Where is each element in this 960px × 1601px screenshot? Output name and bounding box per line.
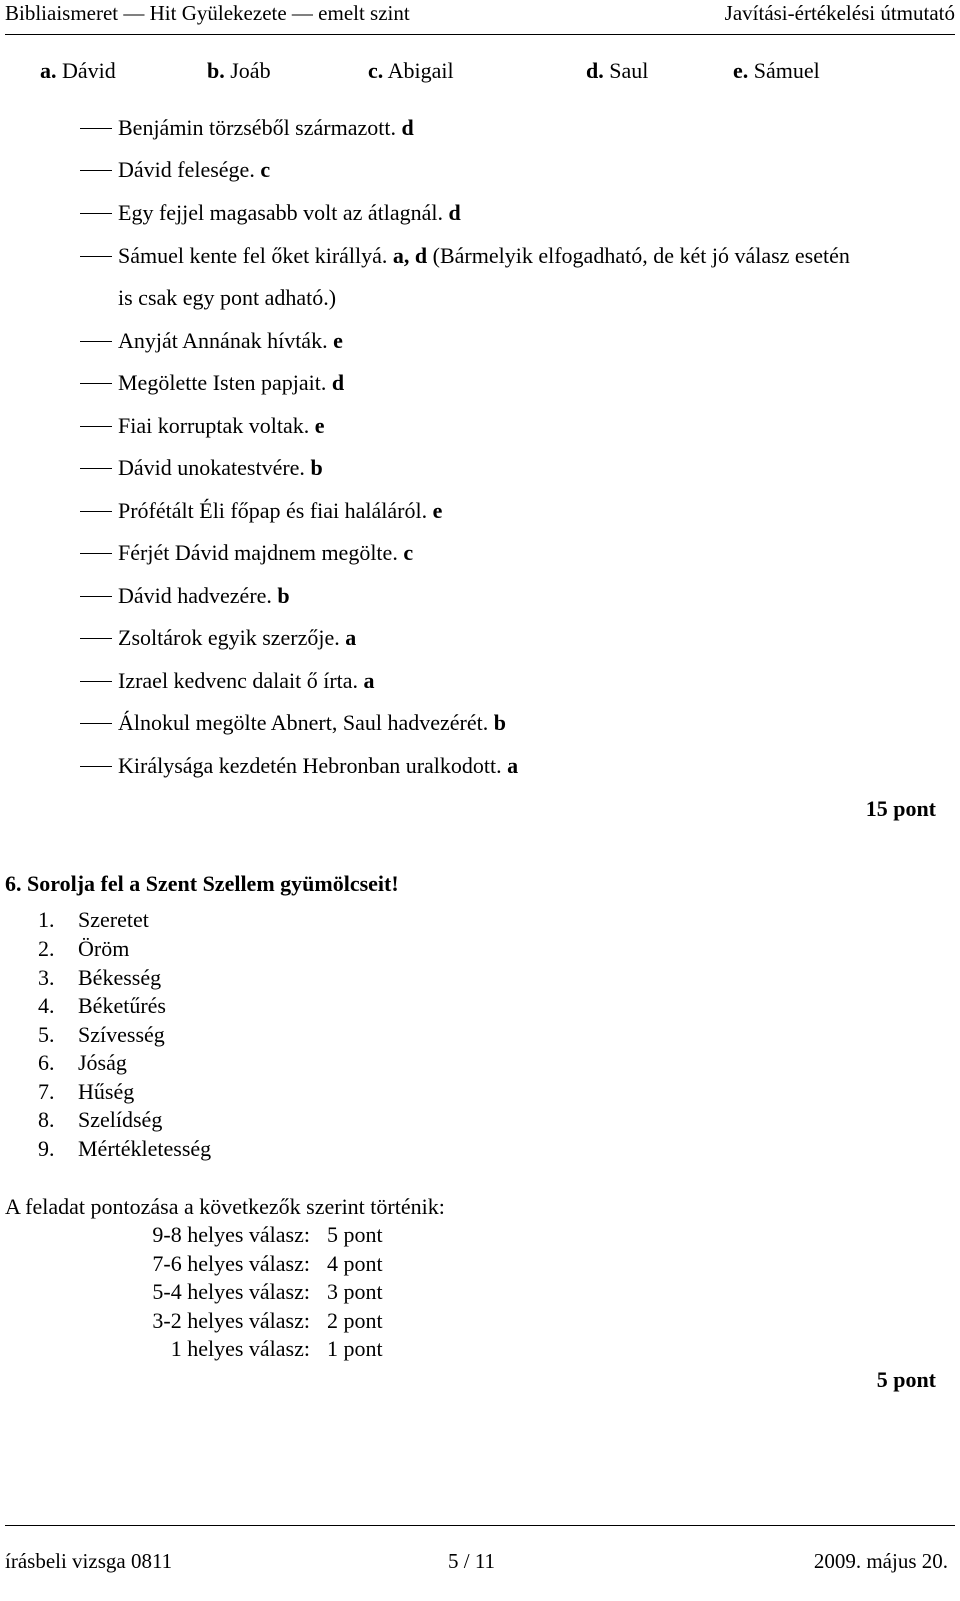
- list-number: 4.: [38, 993, 55, 1018]
- item-answer: a: [363, 668, 375, 693]
- scoring-intro: A feladat pontozása a következők szerint történik:: [5, 1194, 445, 1219]
- list-item: [38, 1078, 134, 1106]
- option-name: Joáb: [230, 58, 271, 83]
- list-number: 7.: [38, 1079, 55, 1104]
- item-answer: d: [331, 370, 345, 395]
- item-text: Zsoltárok egyik szerzője.: [118, 625, 340, 650]
- scoring-points: 2 pont: [327, 1308, 383, 1333]
- dash-bullet: [80, 256, 112, 257]
- list-number: 6.: [38, 1050, 55, 1075]
- list-text: Öröm: [78, 936, 130, 961]
- list-item: [38, 992, 166, 1020]
- list-number: 9.: [38, 1136, 55, 1161]
- scoring-range: 7-6 helyes válasz:: [152, 1251, 310, 1276]
- dash-bullet: [80, 426, 112, 427]
- dash-bullet: [80, 128, 112, 129]
- option-a: [40, 58, 116, 84]
- dash-bullet: [80, 468, 112, 469]
- item-text: Anyját Annának hívták.: [118, 328, 328, 353]
- footer-divider: [5, 1525, 955, 1526]
- item-answer: c: [260, 157, 271, 182]
- list-number: 3.: [38, 965, 55, 990]
- item-text: Benjámin törzséből származott.: [118, 115, 396, 140]
- list-text: Szívesség: [78, 1022, 165, 1047]
- dash-bullet: [80, 766, 112, 767]
- option-letter: d.: [586, 58, 604, 83]
- list-number: 8.: [38, 1107, 55, 1132]
- option-letter: a.: [40, 58, 57, 83]
- item-text: Dávid unokatestvére.: [118, 455, 305, 480]
- item-text: Álnokul megölte Abnert, Saul hadvezérét.: [118, 710, 489, 735]
- item-answer: a: [507, 753, 519, 778]
- dash-bullet: [80, 341, 112, 342]
- option-letter: c.: [368, 58, 384, 83]
- footer-page-number: 5 / 11: [448, 1549, 496, 1573]
- item-answer: a, d: [392, 243, 428, 268]
- section-points: 15 pont: [865, 796, 936, 821]
- list-item: [38, 935, 129, 963]
- list-number: 5.: [38, 1022, 55, 1047]
- scoring-range: 9-8 helyes válasz:: [152, 1222, 310, 1247]
- header-divider: [5, 34, 955, 35]
- dash-bullet: [80, 213, 112, 214]
- header-title: Bibliaismeret — Hit Gyülekezete — emelt szint: [5, 1, 410, 25]
- item-text: Prófétált Éli főpap és fiai haláláról.: [118, 498, 428, 523]
- list-text: Hűség: [78, 1079, 135, 1104]
- list-item: [38, 906, 149, 934]
- item-text: Izrael kedvenc dalait ő írta.: [118, 668, 359, 693]
- scoring-points: 3 pont: [327, 1279, 383, 1304]
- list-number: 2.: [38, 936, 55, 961]
- item-text: Egy fejjel magasabb volt az átlagnál.: [118, 200, 443, 225]
- section-points: 5 pont: [876, 1367, 936, 1392]
- dash-bullet: [80, 511, 112, 512]
- item-note-continuation: is csak egy pont adható.): [118, 285, 337, 310]
- list-text: Szelídség: [78, 1107, 163, 1132]
- option-name: Sámuel: [753, 58, 820, 83]
- item-answer: c: [403, 540, 414, 565]
- dash-bullet: [80, 383, 112, 384]
- option-b: [207, 58, 271, 84]
- dash-bullet: [80, 596, 112, 597]
- list-item: [38, 1021, 165, 1049]
- item-answer: a: [345, 625, 357, 650]
- dash-bullet: [80, 170, 112, 171]
- item-answer: b: [277, 583, 290, 608]
- list-text: Jóság: [78, 1050, 127, 1075]
- list-number: 1.: [38, 907, 55, 932]
- item-answer: e: [333, 328, 343, 353]
- list-text: Szeretet: [78, 907, 149, 932]
- list-text: Békesség: [78, 965, 162, 990]
- scoring-points: 4 pont: [327, 1251, 383, 1276]
- list-item: [38, 964, 161, 992]
- item-answer: b: [310, 455, 323, 480]
- item-note: (Bármelyik elfogadható, de két jó válasz esetén: [432, 243, 850, 268]
- option-name: Saul: [609, 58, 649, 83]
- item-text: Férjét Dávid majdnem megölte.: [118, 540, 398, 565]
- scoring-range: 3-2 helyes válasz:: [152, 1308, 310, 1333]
- option-name: Dávid: [62, 58, 116, 83]
- scoring-points: 1 pont: [327, 1336, 383, 1361]
- option-e: [733, 58, 820, 84]
- dash-bullet: [80, 681, 112, 682]
- item-text: Sámuel kente fel őket királlyá.: [118, 243, 388, 268]
- item-answer: b: [493, 710, 506, 735]
- list-item: [38, 1106, 162, 1134]
- item-text: Megölette Isten papjait.: [118, 370, 327, 395]
- option-name: Abigail: [387, 58, 454, 83]
- item-text: Dávid hadvezére.: [118, 583, 272, 608]
- list-text: Mértékletesség: [78, 1136, 212, 1161]
- item-answer: d: [448, 200, 461, 225]
- item-answer: e: [432, 498, 443, 523]
- list-text: Béketűrés: [78, 993, 166, 1018]
- question-heading: 6. Sorolja fel a Szent Szellem gyümölcseit!: [5, 871, 399, 896]
- item-text: Dávid felesége.: [118, 157, 255, 182]
- footer-exam-code: írásbeli vizsga 0811: [5, 1549, 173, 1573]
- option-letter: b.: [207, 58, 225, 83]
- item-answer: e: [314, 413, 325, 438]
- item-text: Fiai korruptak voltak.: [118, 413, 310, 438]
- option-c: [368, 58, 454, 84]
- dash-bullet: [80, 723, 112, 724]
- list-item: [38, 1135, 211, 1163]
- list-item: [38, 1049, 127, 1077]
- scoring-range: 1 helyes válasz:: [170, 1336, 310, 1361]
- dash-bullet: [80, 638, 112, 639]
- scoring-range: 5-4 helyes válasz:: [152, 1279, 310, 1304]
- header-subtitle: Javítási-értékelési útmutató: [724, 1, 955, 25]
- item-text: Királysága kezdetén Hebronban uralkodott.: [118, 753, 502, 778]
- option-d: [586, 58, 648, 84]
- option-letter: e.: [733, 58, 749, 83]
- scoring-points: 5 pont: [327, 1222, 383, 1247]
- item-answer: d: [401, 115, 414, 140]
- footer-date: 2009. május 20.: [813, 1549, 948, 1573]
- dash-bullet: [80, 553, 112, 554]
